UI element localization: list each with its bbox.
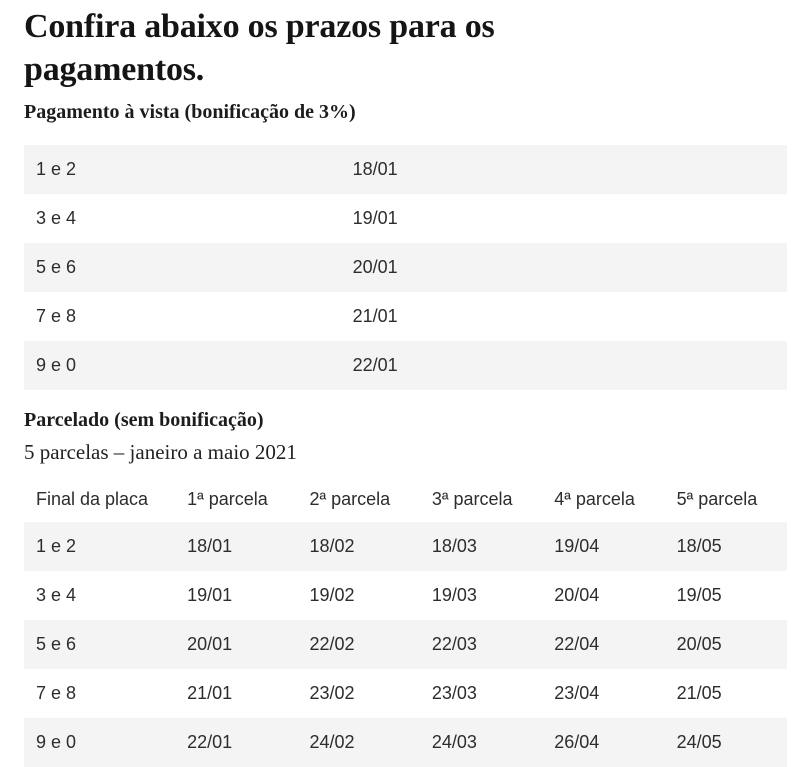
- table-row: [24, 669, 787, 718]
- due-date-cell: 19/02: [309, 584, 355, 605]
- column-header: 3ª parcela: [431, 488, 513, 509]
- due-date-cell: 19/01: [187, 584, 233, 605]
- table-row: [24, 571, 787, 620]
- due-date-cell: 22/03: [431, 633, 477, 654]
- due-date-cell: 18/02: [309, 535, 355, 556]
- column-header: Final da placa: [36, 488, 149, 509]
- due-date-cell: 18/01: [187, 535, 233, 556]
- plate-final-cell: 9 e 0: [36, 354, 77, 375]
- due-date-cell: 24/05: [676, 731, 722, 752]
- due-date-cell: 19/05: [676, 584, 722, 605]
- due-date-cell: 24/02: [309, 731, 355, 752]
- plate-final-cell: 1 e 2: [36, 535, 77, 556]
- due-date-cell: 22/04: [554, 633, 600, 654]
- table-row: [24, 718, 787, 767]
- parcelado-header-row: [24, 480, 787, 522]
- column-header: 2ª parcela: [309, 488, 391, 509]
- parcelado-table: [24, 480, 787, 767]
- vista-table: [24, 145, 787, 390]
- due-date-cell: 26/04: [554, 731, 600, 752]
- due-date-cell: 22/02: [309, 633, 355, 654]
- due-date-cell: 18/03: [431, 535, 477, 556]
- section-vista-heading: Pagamento à vista (bonificação de 3%): [24, 100, 356, 123]
- due-date-cell: 20/05: [676, 633, 722, 654]
- column-header: 4ª parcela: [554, 488, 635, 509]
- due-date-cell: 20/01: [187, 633, 233, 654]
- due-date-cell: 19/04: [554, 535, 600, 556]
- due-date-cell: 20/04: [554, 584, 600, 605]
- section-parcelado-heading: Parcelado (sem bonificação): [24, 408, 264, 431]
- plate-final-cell: 5 e 6: [36, 256, 77, 277]
- due-date-cell: 21/05: [676, 682, 722, 703]
- plate-final-cell: 3 e 4: [36, 207, 77, 228]
- table-row: [24, 341, 787, 390]
- due-date-cell: 21/01: [187, 682, 233, 703]
- table-row: [24, 194, 787, 243]
- page-title: Confira abaixo os prazos para os pagamentos.: [24, 8, 495, 88]
- parcelado-table-body: [24, 522, 787, 767]
- due-date-cell: 23/03: [431, 682, 477, 703]
- due-date-cell: 19/01: [352, 207, 398, 228]
- section-parcelado-subheading: 5 parcelas – janeiro a maio 2021: [24, 439, 297, 464]
- due-date-cell: 24/03: [431, 731, 477, 752]
- column-header: 5ª parcela: [676, 488, 758, 509]
- parcelado-table-head: [24, 480, 787, 522]
- plate-final-cell: 1 e 2: [36, 158, 77, 179]
- due-date-cell: 18/05: [676, 535, 722, 556]
- plate-final-cell: 7 e 8: [36, 682, 77, 703]
- table-row: [24, 620, 787, 669]
- due-date-cell: 23/04: [554, 682, 600, 703]
- due-date-cell: 22/01: [187, 731, 233, 752]
- table-row: [24, 522, 787, 571]
- due-date-cell: 19/03: [431, 584, 477, 605]
- plate-final-cell: 9 e 0: [36, 731, 77, 752]
- due-date-cell: 20/01: [352, 256, 398, 277]
- plate-final-cell: 5 e 6: [36, 633, 77, 654]
- due-date-cell: 21/01: [352, 305, 398, 326]
- vista-table-body: [24, 145, 787, 390]
- due-date-cell: 18/01: [352, 158, 398, 179]
- table-row: [24, 292, 787, 341]
- due-date-cell: 22/01: [352, 354, 398, 375]
- table-row: [24, 145, 787, 194]
- due-date-cell: 23/02: [309, 682, 355, 703]
- plate-final-cell: 3 e 4: [36, 584, 77, 605]
- table-row: [24, 243, 787, 292]
- column-header: 1ª parcela: [187, 488, 268, 509]
- plate-final-cell: 7 e 8: [36, 305, 77, 326]
